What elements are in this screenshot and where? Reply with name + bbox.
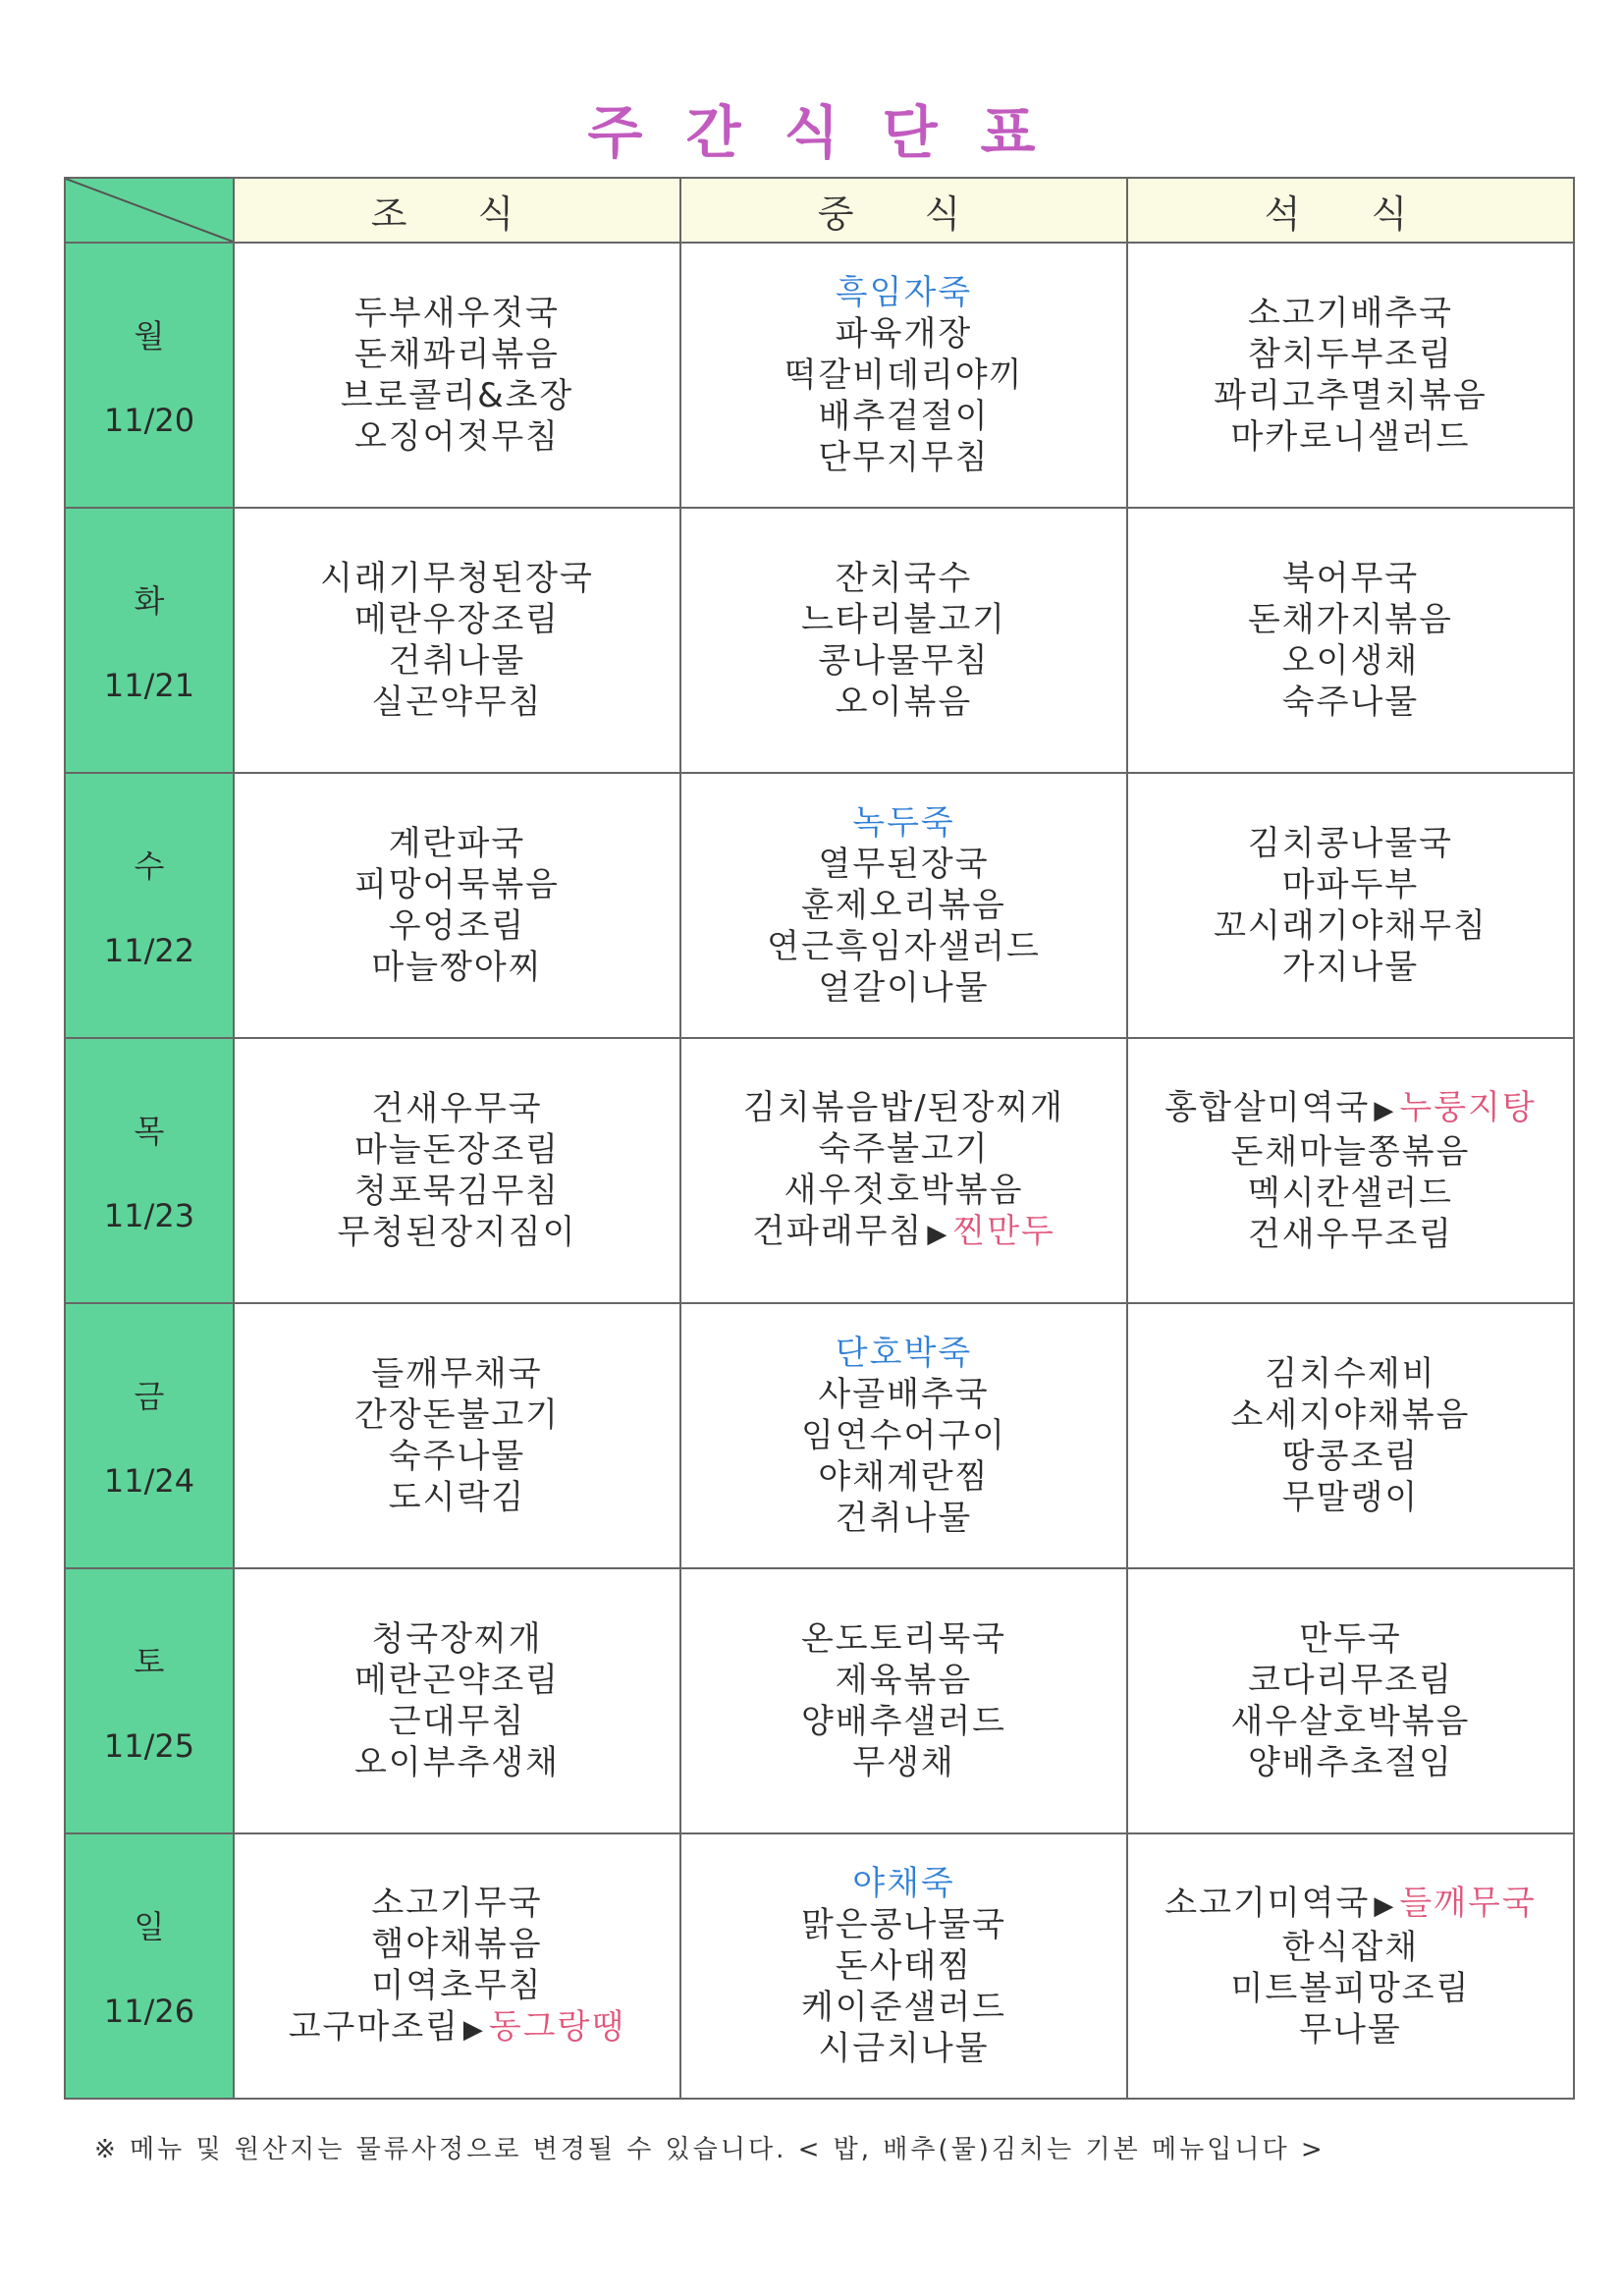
dinner-cell xyxy=(1127,1568,1574,1833)
menu-item xyxy=(681,355,1126,396)
menu-item-text: 콩나물무침 xyxy=(818,641,990,681)
menu-item-text: 마늘짱아찌 xyxy=(371,948,543,987)
menu-item xyxy=(681,1701,1126,1742)
menu-item xyxy=(1128,1660,1573,1701)
menu-item-text: 돈채꽈리볶음 xyxy=(353,335,561,374)
menu-item-text: 브로콜리&초장 xyxy=(340,376,574,415)
menu-item xyxy=(1128,558,1573,599)
menu-item xyxy=(681,885,1126,926)
menu-item-text: 양배추초절임 xyxy=(1247,1743,1454,1782)
lunch-cell xyxy=(680,1303,1127,1568)
lunch-cell xyxy=(680,773,1127,1038)
menu-item xyxy=(1128,334,1573,375)
lunch-cell xyxy=(680,508,1127,773)
menu-item-text: 건파래무침 xyxy=(752,1211,924,1251)
menu-item xyxy=(1128,416,1573,458)
menu-item-text: 야채죽 xyxy=(852,1864,955,1903)
menu-item-text: 들깨무채국 xyxy=(371,1354,543,1394)
day-cell xyxy=(65,1038,234,1303)
menu-item xyxy=(235,1924,679,1965)
menu-item-text: 숙주불고기 xyxy=(818,1128,990,1169)
menu-item-text: 돈채마늘쫑볶음 xyxy=(1230,1131,1471,1172)
breakfast-cell xyxy=(234,1833,680,2099)
day-cell xyxy=(65,773,234,1038)
day-name: 수 xyxy=(134,847,165,885)
menu-item xyxy=(681,1415,1126,1456)
menu-item xyxy=(235,558,679,599)
menu-item-text: 단무지무침 xyxy=(818,438,990,477)
menu-item-text: 꽈리고추멸치볶음 xyxy=(1214,376,1488,415)
menu-item-text: 홍합살미역국 xyxy=(1164,1087,1371,1127)
menu-item-text: 양배추샐러드 xyxy=(800,1702,1007,1741)
menu-item xyxy=(235,334,679,375)
meal-header-row xyxy=(65,178,1574,243)
menu-item xyxy=(235,905,679,947)
menu-item xyxy=(235,1212,679,1253)
menu-item-text: 가지나물 xyxy=(1281,948,1420,987)
menu-item xyxy=(235,1171,679,1212)
menu-item xyxy=(235,1353,679,1394)
menu-item xyxy=(1128,823,1573,864)
breakfast-cell xyxy=(234,1038,680,1303)
day-cell xyxy=(65,1833,234,2099)
menu-item-text: 무청된장지짐이 xyxy=(337,1213,577,1252)
menu-item-alternative: 동그랑땡 xyxy=(488,2006,626,2047)
menu-item xyxy=(235,1088,679,1129)
lunch-cell xyxy=(680,1038,1127,1303)
menu-item-text: 온도토리묵국 xyxy=(800,1619,1007,1659)
menu-item-text: 연근흑임자샐러드 xyxy=(767,927,1041,966)
menu-item-text: 사골배추국 xyxy=(818,1375,990,1414)
dinner-cell xyxy=(1127,1833,1574,2099)
menu-item xyxy=(681,1904,1126,1945)
menu-item xyxy=(235,640,679,682)
dinner-cell xyxy=(1127,1303,1574,1568)
menu-item-text: 두부새우젓국 xyxy=(353,294,561,333)
lunch-cell xyxy=(680,1833,1127,2099)
menu-item xyxy=(235,1129,679,1171)
menu-item xyxy=(1128,599,1573,640)
menu-item xyxy=(681,802,1126,844)
menu-item xyxy=(681,926,1126,967)
menu-item-text: 새우살호박볶음 xyxy=(1230,1702,1471,1741)
menu-item xyxy=(1128,2009,1573,2050)
diagonal-line-icon xyxy=(66,179,233,242)
menu-item xyxy=(681,272,1126,313)
menu-item xyxy=(235,823,679,864)
menu-item xyxy=(681,313,1126,355)
menu-item xyxy=(235,1965,679,2006)
day-date: 11/22 xyxy=(103,932,195,969)
menu-item-text: 땅콩조림 xyxy=(1281,1437,1420,1476)
meal-header-dinner: 석 식 xyxy=(1127,178,1574,243)
menu-item-text: 시래기무청된장국 xyxy=(320,559,594,598)
menu-item-text: 피망어묵볶음 xyxy=(353,865,561,904)
menu-item xyxy=(681,1945,1126,1987)
dinner-cell xyxy=(1127,508,1574,773)
menu-item xyxy=(1128,905,1573,947)
menu-item xyxy=(681,1618,1126,1660)
menu-item xyxy=(235,864,679,905)
day-date: 11/23 xyxy=(103,1197,195,1234)
menu-item xyxy=(235,682,679,723)
play-arrow-icon: ▶ xyxy=(927,1219,949,1249)
menu-item-text: 훈제오리볶음 xyxy=(800,886,1007,925)
menu-item-text: 오징어젓무침 xyxy=(353,417,561,457)
menu-item xyxy=(235,1618,679,1660)
footnote: ※ 메뉴 및 원산지는 물류사정으로 변경될 수 있습니다. < 밥, 배추(물)김치는 기본 메뉴입니다 > xyxy=(94,2135,1325,2164)
menu-item-text: 청포묵김무침 xyxy=(353,1172,561,1211)
play-arrow-icon: ▶ xyxy=(462,2014,485,2045)
menu-item xyxy=(235,1701,679,1742)
menu-item xyxy=(1128,1477,1573,1518)
menu-item xyxy=(1128,1927,1573,1968)
menu-item-text: 소세지야채볶음 xyxy=(1230,1395,1471,1435)
menu-item xyxy=(235,1436,679,1477)
day-cell xyxy=(65,508,234,773)
menu-item-text: 김치수제비 xyxy=(1265,1354,1436,1394)
menu-item xyxy=(681,1170,1126,1211)
menu-item xyxy=(681,1333,1126,1374)
menu-item-text: 북어무국 xyxy=(1281,559,1420,598)
meal-header-lunch: 중 식 xyxy=(680,178,1127,243)
menu-item xyxy=(1128,640,1573,682)
menu-item-text: 햄야채볶음 xyxy=(371,1924,543,1964)
menu-item xyxy=(681,1863,1126,1904)
menu-item-text: 미트볼피망조림 xyxy=(1230,1968,1471,2008)
menu-item-text: 건취나물 xyxy=(388,641,526,681)
menu-item-text: 흑임자죽 xyxy=(835,273,973,312)
menu-item xyxy=(681,640,1126,682)
day-name: 금 xyxy=(134,1378,165,1415)
menu-item xyxy=(1128,1701,1573,1742)
day-date: 11/24 xyxy=(103,1462,195,1500)
day-name: 토 xyxy=(134,1643,165,1680)
menu-item xyxy=(1128,1883,1573,1927)
day-row xyxy=(65,773,1574,1038)
menu-item xyxy=(1128,864,1573,905)
menu-item xyxy=(681,1374,1126,1415)
day-row xyxy=(65,508,1574,773)
menu-item-text: 숙주나물 xyxy=(388,1437,526,1476)
menu-item-text: 소고기미역국 xyxy=(1164,1883,1371,1923)
lunch-cell xyxy=(680,1568,1127,1833)
menu-item-text: 고구마조림 xyxy=(288,2006,460,2047)
menu-item xyxy=(681,1128,1126,1170)
day-row xyxy=(65,1038,1574,1303)
menu-item-text: 오이부추생채 xyxy=(353,1743,561,1782)
menu-item-text: 건새우무조림 xyxy=(1247,1214,1454,1254)
menu-item xyxy=(235,1660,679,1701)
menu-item xyxy=(681,844,1126,885)
menu-item xyxy=(1128,1131,1573,1173)
menu-item-text: 실곤약무침 xyxy=(371,683,543,722)
menu-item xyxy=(1128,1436,1573,1477)
day-date: 11/26 xyxy=(103,1993,195,2030)
menu-item-text: 김치콩나물국 xyxy=(1247,824,1454,863)
menu-item-text: 야채계란찜 xyxy=(818,1457,990,1497)
menu-item xyxy=(681,1211,1126,1255)
menu-item-text: 열무된장국 xyxy=(818,845,990,884)
dinner-cell xyxy=(1127,1038,1574,1303)
menu-item-text: 우엉조림 xyxy=(388,906,526,946)
menu-item xyxy=(1128,1968,1573,2009)
menu-item xyxy=(681,1742,1126,1783)
menu-item xyxy=(235,1883,679,1924)
weekly-menu-table xyxy=(64,177,1575,2100)
menu-item xyxy=(681,599,1126,640)
menu-item xyxy=(681,2028,1126,2069)
menu-item-text: 도시락김 xyxy=(388,1478,526,1517)
menu-item-alternative: 찐만두 xyxy=(952,1211,1055,1251)
menu-item-text: 돈채가지볶음 xyxy=(1247,600,1454,639)
menu-item xyxy=(681,437,1126,478)
menu-item xyxy=(681,1087,1126,1128)
day-name: 목 xyxy=(134,1113,165,1150)
menu-item-text: 무말랭이 xyxy=(1281,1478,1420,1517)
menu-item-text: 단호박죽 xyxy=(835,1334,973,1373)
menu-item-text: 무나물 xyxy=(1299,2009,1402,2050)
breakfast-cell xyxy=(234,773,680,1038)
menu-item-text: 잔치국수 xyxy=(835,559,973,598)
dinner-cell xyxy=(1127,773,1574,1038)
menu-item-text: 만두국 xyxy=(1299,1619,1402,1659)
menu-item-text: 얼갈이나물 xyxy=(818,968,990,1008)
menu-item-text: 메란우장조림 xyxy=(353,600,561,639)
play-arrow-icon: ▶ xyxy=(1374,1890,1396,1921)
menu-item-text: 제육볶음 xyxy=(835,1661,973,1700)
menu-item-text: 소고기배추국 xyxy=(1247,294,1454,333)
menu-item xyxy=(1128,947,1573,988)
day-date: 11/25 xyxy=(103,1727,195,1765)
menu-item-text: 새우젓호박볶음 xyxy=(784,1170,1024,1210)
day-row xyxy=(65,1303,1574,1568)
menu-item-text: 떡갈비데리야끼 xyxy=(784,355,1024,395)
meal-header-breakfast: 조 식 xyxy=(234,178,680,243)
dinner-cell xyxy=(1127,243,1574,508)
play-arrow-icon: ▶ xyxy=(1374,1095,1396,1125)
menu-item xyxy=(681,396,1126,437)
menu-item xyxy=(681,1987,1126,2028)
menu-item-alternative: 누룽지탕 xyxy=(1399,1087,1537,1127)
menu-item-text: 꼬시래기야채무침 xyxy=(1214,906,1488,946)
menu-item-text: 건새우무국 xyxy=(371,1089,543,1128)
menu-item-text: 숙주나물 xyxy=(1281,683,1420,722)
lunch-cell xyxy=(680,243,1127,508)
menu-item xyxy=(1128,293,1573,334)
day-row xyxy=(65,243,1574,508)
menu-item-text: 느타리불고기 xyxy=(800,600,1007,639)
day-name: 일 xyxy=(134,1908,165,1945)
menu-item xyxy=(1128,1173,1573,1214)
day-cell xyxy=(65,1568,234,1833)
day-name: 화 xyxy=(134,582,165,620)
menu-item-text: 시금치나물 xyxy=(818,2029,990,2068)
menu-item xyxy=(235,1742,679,1783)
menu-item-text: 마카로니샐러드 xyxy=(1230,417,1471,457)
menu-item-text: 배추겉절이 xyxy=(818,397,990,436)
menu-item xyxy=(1128,1087,1573,1131)
menu-item-text: 간장돈불고기 xyxy=(353,1395,561,1435)
menu-item-text: 한식잡채 xyxy=(1281,1927,1420,1967)
menu-item xyxy=(235,293,679,334)
menu-item xyxy=(235,375,679,416)
page-title: 주간식단표 xyxy=(587,99,1079,166)
menu-item-text: 계란파국 xyxy=(388,824,526,863)
menu-item-text: 청국장찌개 xyxy=(371,1619,543,1659)
day-row xyxy=(65,1833,1574,2099)
menu-item xyxy=(235,1477,679,1518)
breakfast-cell xyxy=(234,508,680,773)
menu-item-text: 오이생채 xyxy=(1281,641,1420,681)
menu-item xyxy=(1128,375,1573,416)
menu-item xyxy=(681,558,1126,599)
menu-item xyxy=(235,947,679,988)
menu-item-text: 근대무침 xyxy=(388,1702,526,1741)
menu-item-text: 미역초무침 xyxy=(371,1965,543,2005)
day-cell xyxy=(65,243,234,508)
menu-item xyxy=(235,2006,679,2050)
menu-item xyxy=(1128,1394,1573,1436)
menu-item-text: 맑은콩나물국 xyxy=(800,1905,1007,1944)
menu-item-text: 임연수어구이 xyxy=(800,1416,1007,1455)
menu-item-text: 코다리무조림 xyxy=(1247,1661,1454,1700)
menu-item-text: 무생채 xyxy=(852,1743,955,1782)
breakfast-cell xyxy=(234,1303,680,1568)
menu-item-text: 김치볶음밥/된장찌개 xyxy=(742,1087,1065,1127)
menu-item-text: 오이볶음 xyxy=(835,683,973,722)
breakfast-cell xyxy=(234,1568,680,1833)
breakfast-cell xyxy=(234,243,680,508)
day-date: 11/21 xyxy=(103,667,195,704)
menu-item xyxy=(235,416,679,458)
day-row xyxy=(65,1568,1574,1833)
menu-item-text: 케이준샐러드 xyxy=(800,1988,1007,2027)
menu-item-text: 참치두부조림 xyxy=(1247,335,1454,374)
menu-item-text: 마파두부 xyxy=(1281,865,1420,904)
menu-item xyxy=(681,967,1126,1009)
corner-cell xyxy=(65,178,234,243)
menu-item-text: 소고기무국 xyxy=(371,1883,543,1923)
menu-item xyxy=(681,682,1126,723)
menu-item-text: 돈사태찜 xyxy=(835,1946,973,1986)
day-date: 11/20 xyxy=(103,402,195,439)
menu-item-text: 마늘돈장조림 xyxy=(353,1130,561,1170)
menu-item xyxy=(681,1498,1126,1539)
day-name: 월 xyxy=(134,317,165,355)
menu-item xyxy=(1128,1214,1573,1255)
menu-item xyxy=(235,599,679,640)
menu-item xyxy=(1128,1618,1573,1660)
menu-item-alternative: 들깨무국 xyxy=(1399,1883,1537,1923)
menu-item xyxy=(1128,1742,1573,1783)
menu-item xyxy=(1128,682,1573,723)
menu-item xyxy=(681,1660,1126,1701)
menu-item xyxy=(1128,1353,1573,1394)
day-cell xyxy=(65,1303,234,1568)
menu-item-text: 멕시칸샐러드 xyxy=(1247,1173,1454,1213)
menu-item xyxy=(681,1456,1126,1498)
menu-item-text: 녹두죽 xyxy=(852,803,955,843)
menu-item-text: 건취나물 xyxy=(835,1499,973,1538)
menu-item xyxy=(235,1394,679,1436)
menu-item-text: 메란곤약조림 xyxy=(353,1661,561,1700)
menu-item-text: 파육개장 xyxy=(835,314,973,354)
